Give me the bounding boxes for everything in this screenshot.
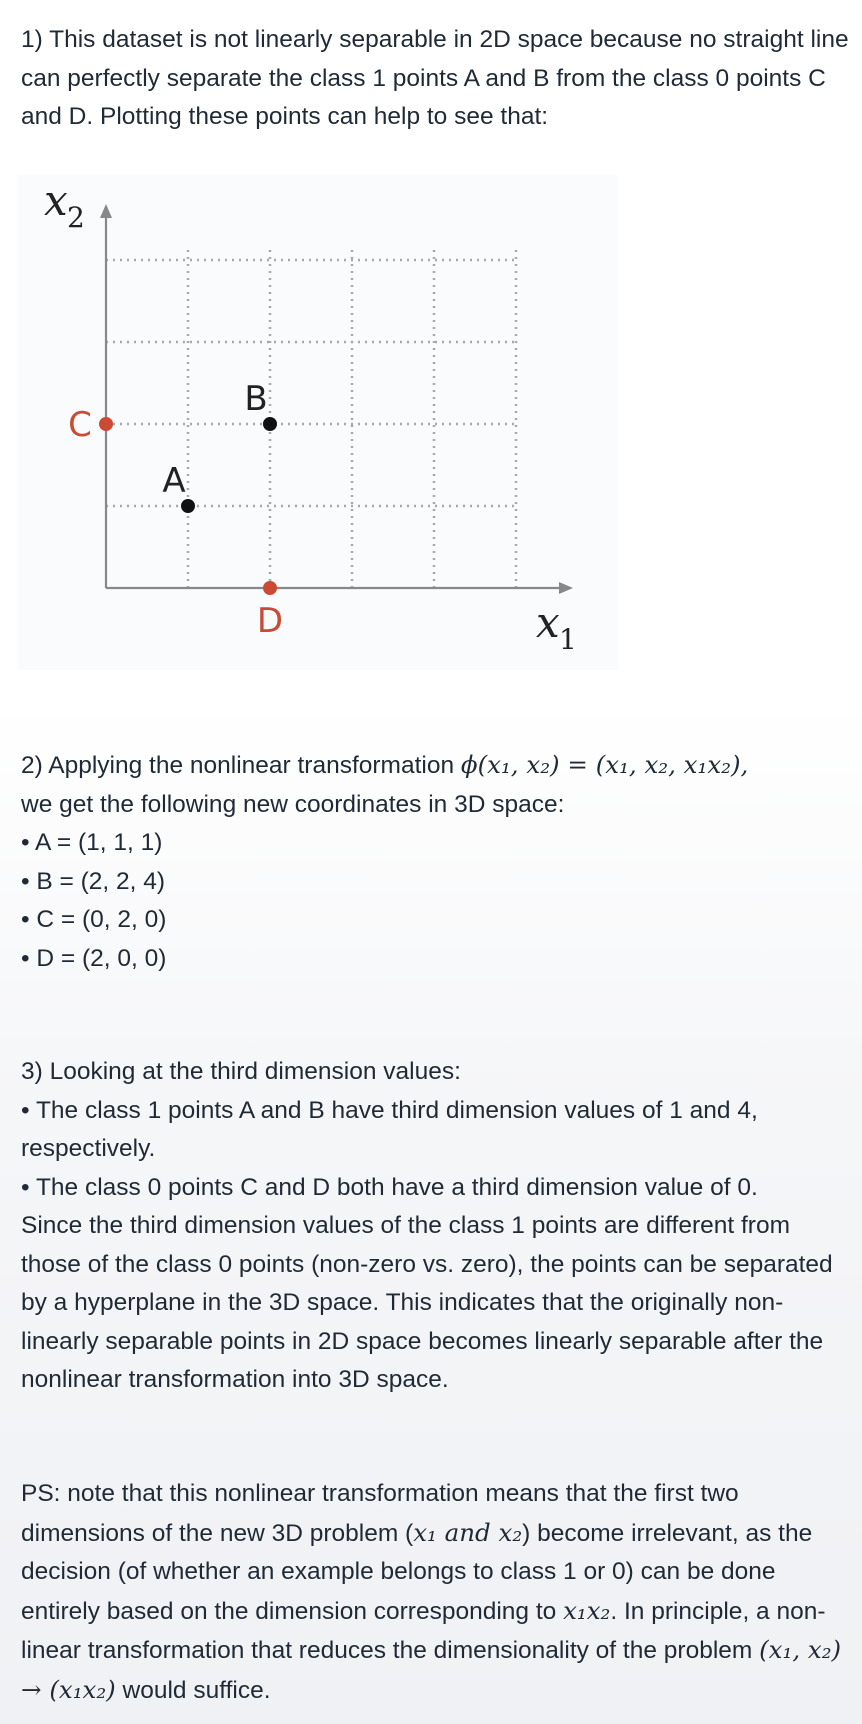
- x-axis-label-main: x: [536, 598, 560, 647]
- step2-intro2: we get the following new coordinates in 3D space:: [21, 790, 565, 818]
- point-label-c: C: [68, 405, 92, 445]
- coord-item-d: • D = (2, 0, 0): [21, 944, 167, 972]
- ps-math4: (x₁, x₂) → (x₁x₂): [21, 1635, 842, 1704]
- x-axis-arrow: [559, 582, 573, 594]
- point-d: [263, 581, 277, 595]
- ps-and: and: [436, 1517, 499, 1547]
- coord-item-c: • C = (0, 2, 0): [21, 906, 167, 933]
- coord-item-b: • B = (2, 2, 4): [21, 867, 166, 895]
- y-axis-label-sub: 2: [67, 201, 85, 234]
- point-label-a: A: [162, 461, 186, 501]
- step2-intro-line: [21, 746, 851, 786]
- y-axis-arrow: [100, 204, 112, 218]
- step3-block: [21, 1053, 851, 1400]
- step2-block: [21, 746, 851, 978]
- x-axis-label-sub: 1: [559, 623, 577, 656]
- y-axis-label-main: x: [44, 176, 68, 225]
- step2-formula-eq: =: [559, 750, 596, 779]
- point-a: [181, 499, 195, 513]
- step3-bullet2: • The class 0 points C and D both have a third dimension value of 0.: [21, 1173, 758, 1201]
- point-b: [263, 417, 277, 431]
- ps-part3: . In principle, a non-linear transformation that reduces the dimensionality of the problem: [21, 1597, 826, 1664]
- ps-note: [21, 1475, 851, 1710]
- ps-math2: x₂: [498, 1517, 523, 1547]
- scatter-plot-svg: [18, 175, 618, 670]
- step2-formula-rhs: (x₁, x₂, x₁x₂),: [595, 750, 749, 779]
- plot-axes: [100, 204, 573, 594]
- coord-item-a: • A = (1, 1, 1): [21, 829, 163, 856]
- step3-bullet1: • The class 1 points A and B have third dimension values of 1 and 4, respectively.: [21, 1096, 758, 1162]
- ps-math1: x₁: [413, 1517, 437, 1547]
- x-axis-label: [536, 598, 577, 656]
- point-c: [99, 417, 113, 431]
- step2-formula-lhs: ϕ(x₁, x₂): [460, 750, 560, 779]
- y-axis-label: [44, 176, 85, 234]
- step3-heading: 3) Looking at the third dimension values:: [21, 1058, 461, 1085]
- ps-math3: x₁x₂: [563, 1595, 611, 1625]
- plot-grid: [106, 250, 516, 588]
- point-label-d: D: [256, 601, 284, 641]
- ps-part1: PS: note that this nonlinear transformation means that the first two dimensions of the new 3D problem (: [21, 1480, 739, 1547]
- step3-conclusion: Since the third dimension values of the class 1 points are different from those of the class 0 points (non-zero vs. zero), the points can be separated by a hyperplane in the 3D space. This indicates that the originally non-linearly separable points in 2D space becomes linearly separable after the nonlinear transformation into 3D space.: [21, 1212, 833, 1393]
- step2-intro: 2) Applying the nonlinear transformation: [21, 752, 455, 779]
- scatter-figure: [18, 175, 618, 670]
- point-label-b: B: [244, 379, 268, 419]
- ps-part4: would suffice.: [115, 1676, 271, 1704]
- plot-points: [68, 379, 283, 641]
- ps-part2: ) become irrelevant, as the decision (of whether an example belongs to class 1 or 0) can be done entirely based on the dimension corresponding to: [21, 1519, 813, 1625]
- step1-text: 1) This dataset is not linearly separable in 2D space because no straight line can perfectly separate the class 1 points A and B from the class 0 points C and D. Plotting these points can help to see that:: [21, 26, 849, 130]
